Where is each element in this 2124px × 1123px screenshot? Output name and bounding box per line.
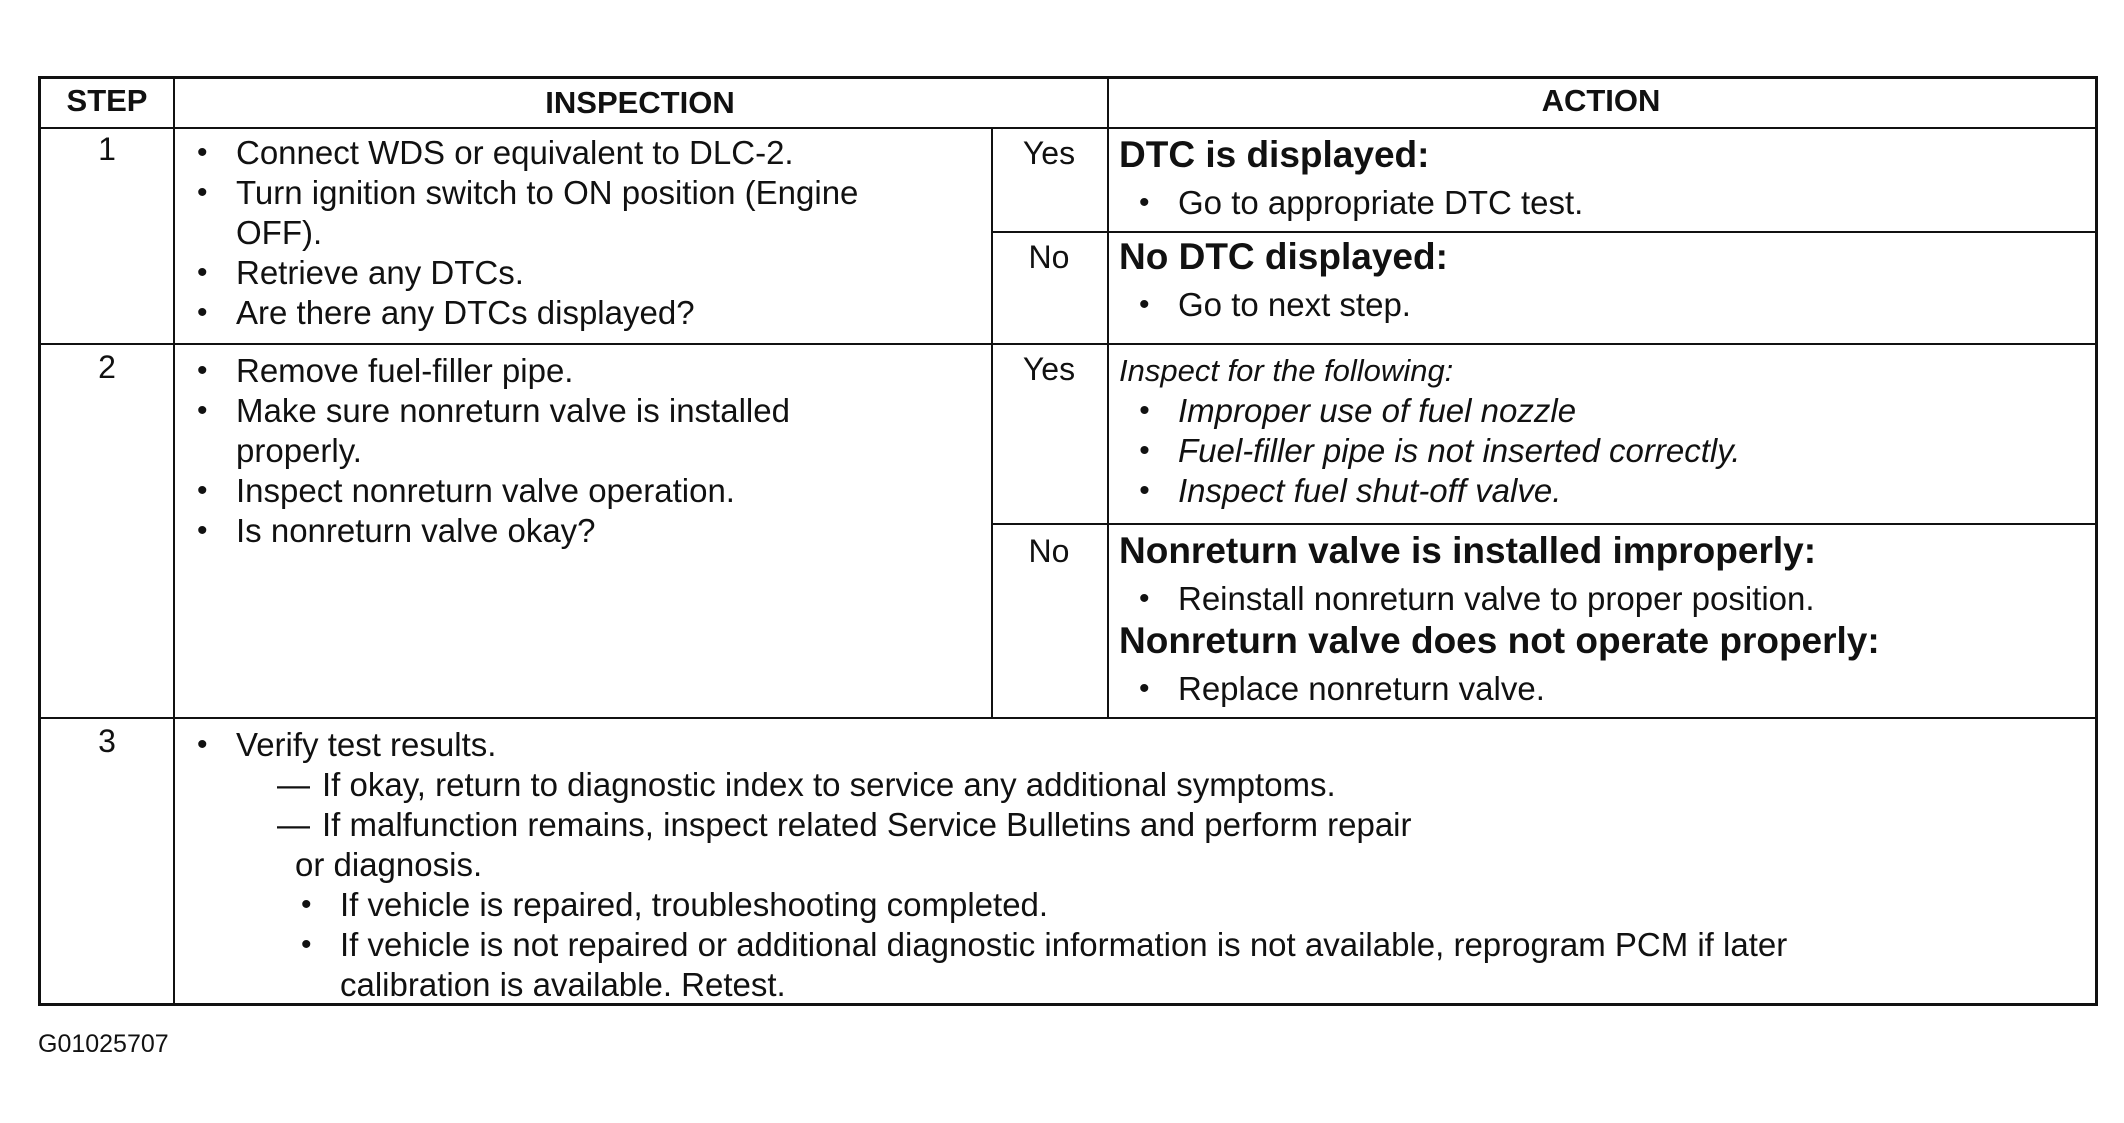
- step-1-inspection: [191, 133, 858, 333]
- step-2-inspection: [191, 351, 790, 551]
- list-item: • Verify test results.: [191, 725, 496, 765]
- step-2-yes-intro: Inspect for the following:: [1119, 353, 1454, 388]
- row1-yes-no-divider: [991, 231, 2095, 233]
- list-item: • Make sure nonreturn valve is installed: [191, 391, 790, 431]
- header-step: STEP: [66, 83, 148, 118]
- list-item: • Connect WDS or equivalent to DLC-2.: [191, 133, 858, 173]
- step-2-yes-label: Yes: [1022, 351, 1076, 387]
- list-item: • Reinstall nonreturn valve to proper position.: [1133, 579, 1815, 619]
- step-1-yes-label: Yes: [1022, 135, 1076, 171]
- continuation-text: OFF).: [236, 214, 323, 251]
- continuation-text: properly.: [236, 432, 362, 469]
- list-item: • Is nonreturn valve okay?: [191, 511, 790, 551]
- step-1-yes-heading: DTC is displayed:: [1119, 134, 1430, 175]
- step-3-inspection: [191, 725, 496, 765]
- figure-id: G01025707: [38, 1030, 169, 1058]
- header-inspection: INSPECTION: [545, 85, 735, 120]
- row2-yes-no-divider: [991, 523, 2095, 525]
- step-2-number: 2: [98, 349, 116, 385]
- list-item-continuation: [191, 431, 790, 471]
- step-2-no-heading-1: Nonreturn valve is installed improperly:: [1119, 530, 1817, 571]
- list-item: • Turn ignition switch to ON position (Engine: [191, 173, 858, 213]
- step-3-sub-items: [295, 885, 1787, 1005]
- continuation-text: calibration is available. Retest.: [340, 966, 786, 1003]
- list-item: • Replace nonreturn valve.: [1133, 669, 1545, 709]
- step-3-dash-1: — If okay, return to diagnostic index to service any additional symptoms.: [277, 765, 1336, 805]
- list-item-continuation: [295, 965, 1787, 1005]
- step-1-number: 1: [98, 131, 116, 167]
- list-item: • Retrieve any DTCs.: [191, 253, 858, 293]
- list-item: • Improper use of fuel nozzle: [1133, 391, 1740, 431]
- list-item: • If vehicle is not repaired or additional diagnostic information is not available, reprogram PCM if later: [295, 925, 1787, 965]
- step-1-no-heading: No DTC displayed:: [1119, 236, 1448, 277]
- step-2-no-label: No: [1028, 533, 1070, 569]
- list-item-continuation: [191, 213, 858, 253]
- list-item: • Inspect nonreturn valve operation.: [191, 471, 790, 511]
- list-item: • Remove fuel-filler pipe.: [191, 351, 790, 391]
- row2-bottom: [41, 717, 2095, 719]
- list-item: • Go to appropriate DTC test.: [1133, 183, 1583, 223]
- step-column-divider: [173, 79, 175, 1003]
- step-2-yes-actions: [1133, 391, 1740, 511]
- step-3-dash-2: — If malfunction remains, inspect related Service Bulletins and perform repair: [277, 805, 1412, 845]
- header-divider: [41, 127, 2095, 129]
- step-2-no-heading-2: Nonreturn valve does not operate properly:: [1119, 620, 1880, 661]
- step-2-no-actions-2: [1133, 669, 1545, 709]
- list-item: • Fuel-filler pipe is not inserted correctly.: [1133, 431, 1740, 471]
- step-2-no-actions-1: [1133, 579, 1815, 619]
- step-3-number: 3: [98, 723, 116, 759]
- yesno-column-divider: [991, 127, 993, 719]
- header-action: ACTION: [1541, 83, 1661, 118]
- list-item: • If vehicle is repaired, troubleshooting completed.: [295, 885, 1787, 925]
- diagnostic-table: [38, 76, 2098, 1006]
- list-item: • Inspect fuel shut-off valve.: [1133, 471, 1740, 511]
- step-1-yes-actions: [1133, 183, 1583, 223]
- step-1-no-label: No: [1028, 239, 1070, 275]
- list-item: • Go to next step.: [1133, 285, 1411, 325]
- row1-bottom: [41, 343, 2095, 345]
- list-item: • Are there any DTCs displayed?: [191, 293, 858, 333]
- step-1-no-actions: [1133, 285, 1411, 325]
- inspection-action-divider: [1107, 79, 1109, 719]
- step-3-dash-2-continuation: or diagnosis.: [295, 846, 483, 883]
